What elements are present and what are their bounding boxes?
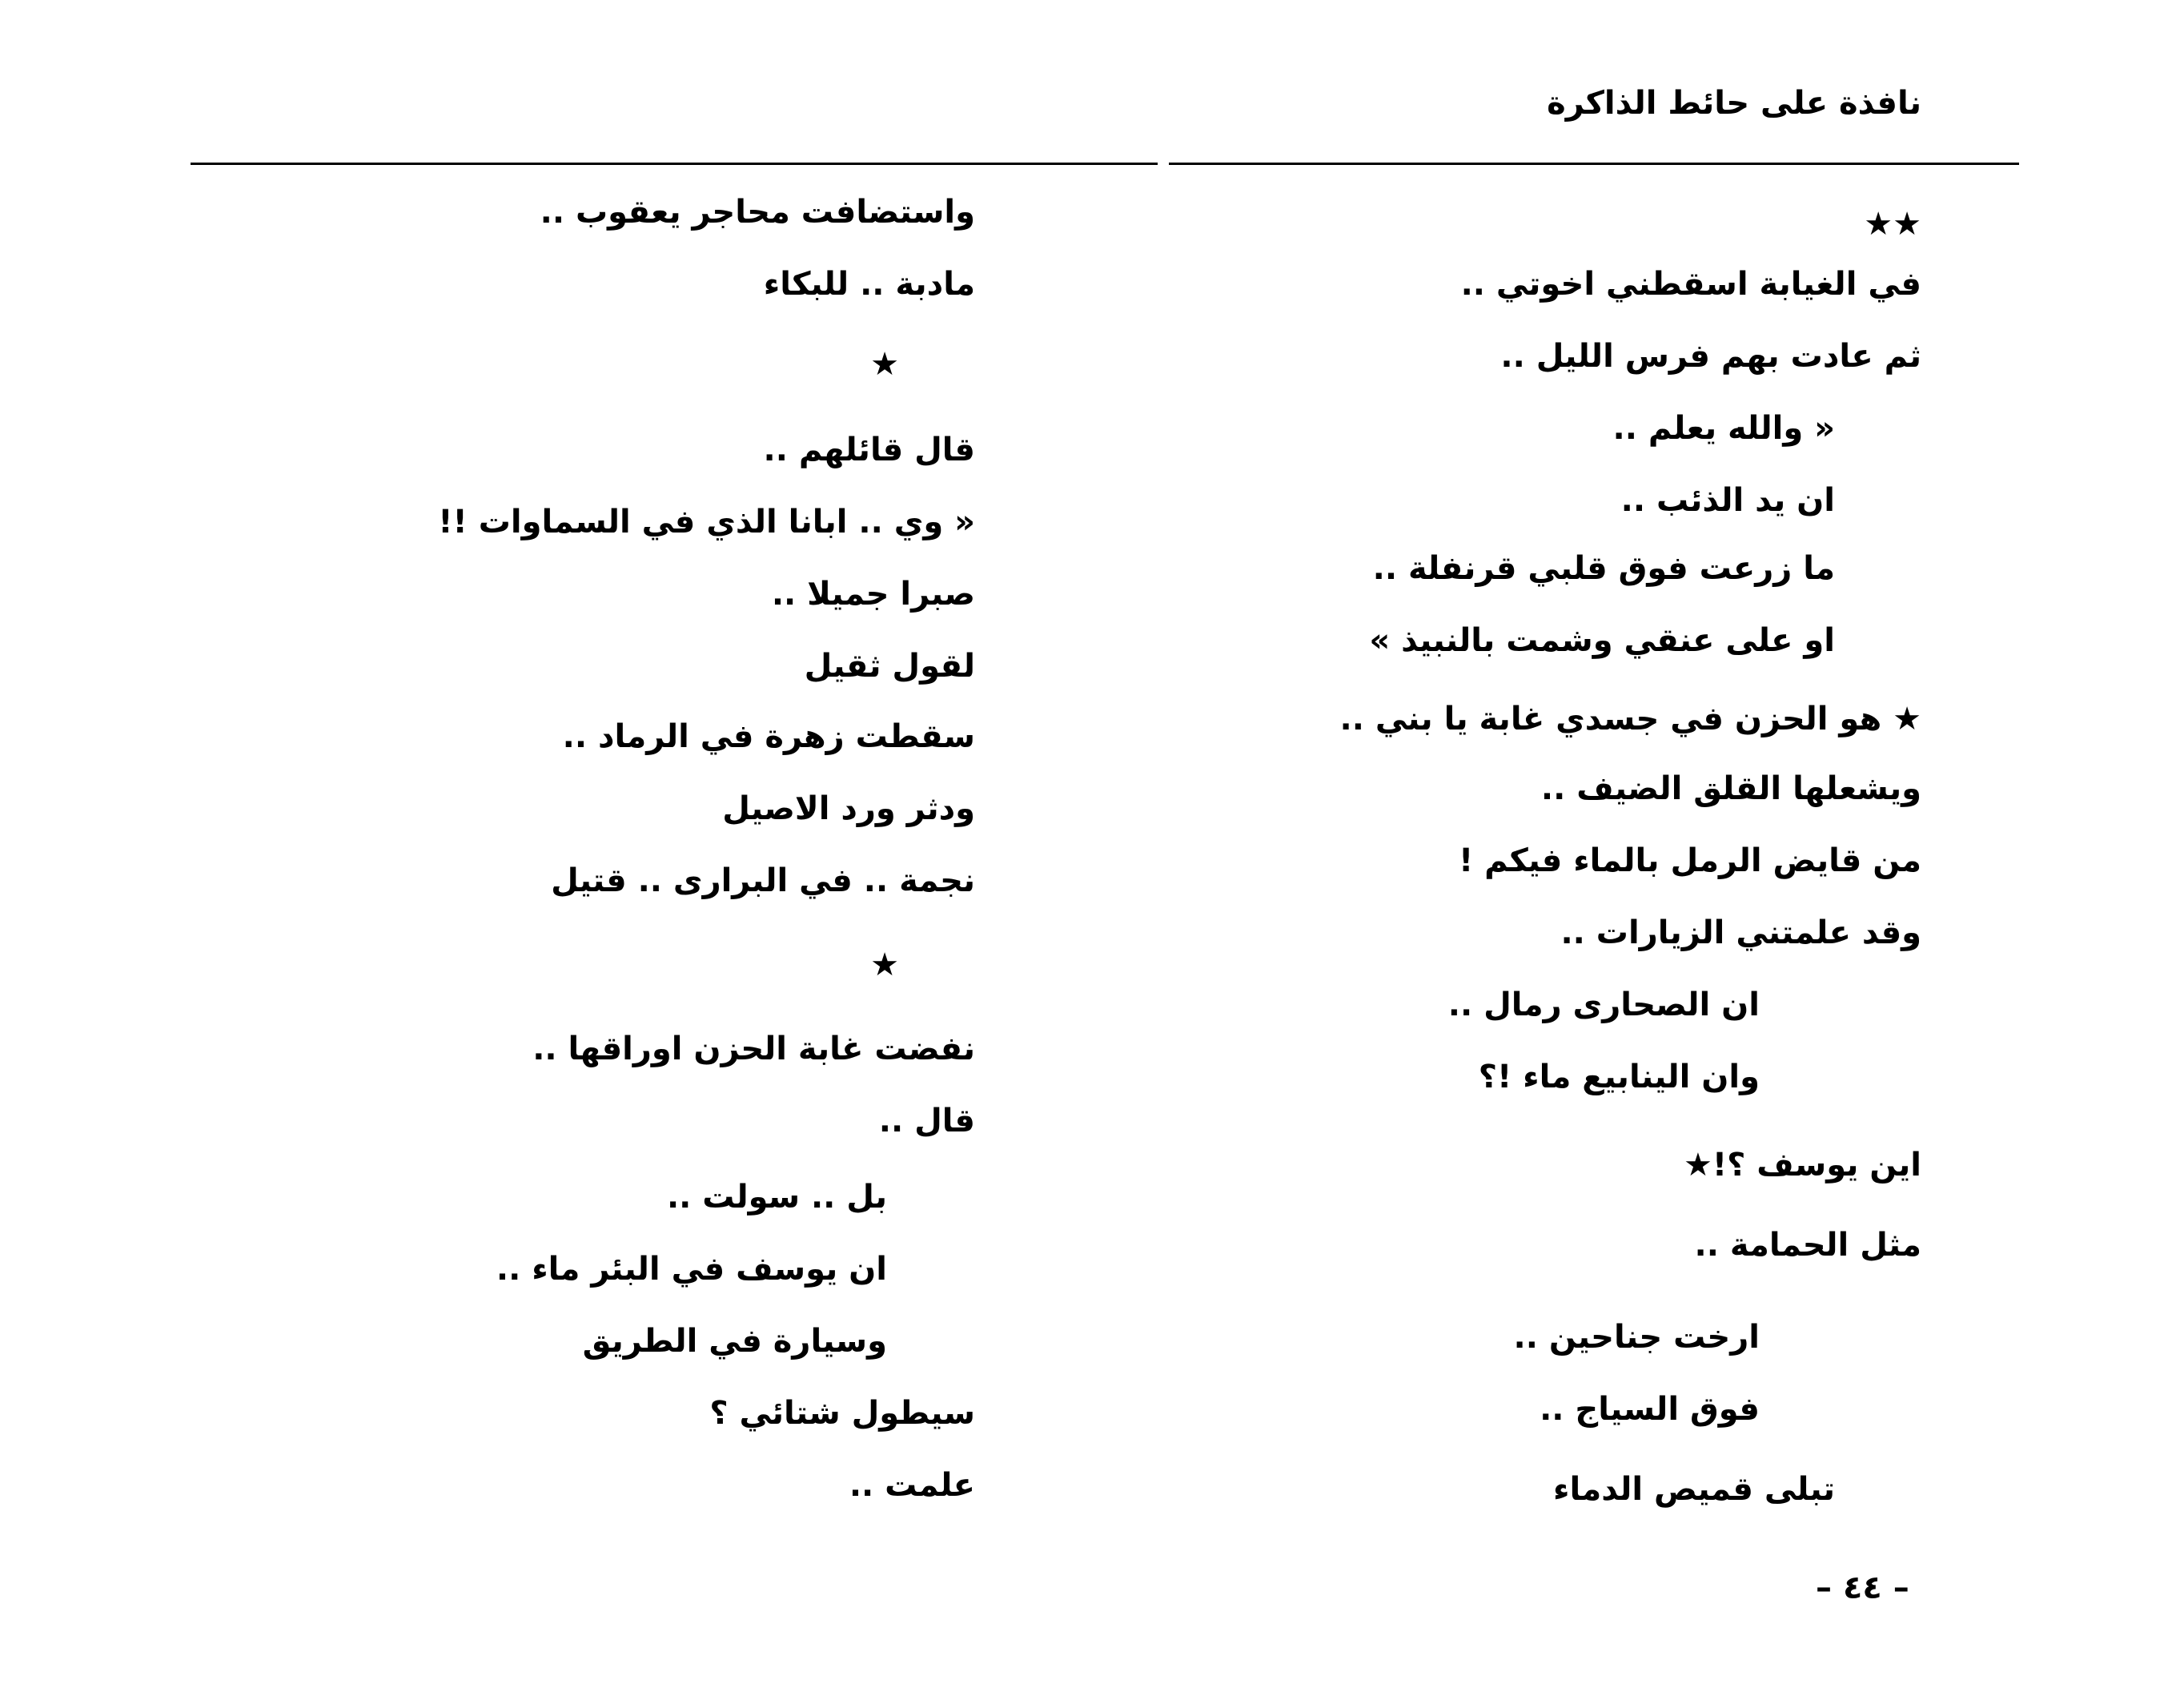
poem-line: سقطت زهرة في الرماد .. [562,718,975,755]
poem-line: ثم عادت بهم فرس الليل .. [1500,338,1921,375]
poem-line: مثل الحمامة .. [1694,1227,1921,1264]
poem-line: ★ هو الحزن في جسدي غابة يا بني .. [1339,701,1921,737]
poem-line: « وي .. ابانا الذي في السماوات !! [438,504,975,541]
poem-line: سيطول شتائي ؟ [709,1395,975,1432]
poem-line: ارخت جناحين .. [1513,1319,1760,1356]
poem-line: وسيارة في الطريق [582,1323,887,1360]
poem-line: مادبة .. للبكاء [763,266,975,303]
poem-line: وقد علمتني الزيارات .. [1560,914,1921,951]
page-number: – ٤٤ – [1816,1569,1909,1606]
poem-line: ان يوسف في البئر ماء .. [496,1251,887,1288]
poem-line: « والله يعلم .. [1612,410,1835,447]
poem-line: ان يد الذئب .. [1620,482,1835,519]
poem-line: نجمة .. في البرارى .. قتيل [551,862,975,899]
poem-line: ما زرعت فوق قلبي قرنفلة .. [1372,550,1835,587]
poem-line: تبلى قميص الدماء [1553,1471,1835,1508]
poem-line: وان الينابيع ماء !؟ [1478,1059,1760,1095]
running-header: نافذة على حائط الذاكرة [1547,85,1921,122]
poem-line: صبرا جميلا .. [771,576,975,613]
poem-line: فوق السياج .. [1540,1391,1760,1428]
poem-line: بل .. سولت .. [666,1179,887,1216]
poem-line: قال قائلهم .. [763,432,975,468]
poem-line: ودثر ورد الاصيل [722,790,975,827]
poem-line: من قايض الرمل بالماء فيكم ! [1458,842,1921,879]
header-rule-left [191,163,1158,165]
poem-line: علمت .. [849,1467,975,1504]
poem-line: اين يوسف ؟!★ [1684,1147,1921,1184]
poem-line: لقول ثقيل [804,648,975,685]
poem-line: او على عنقي وشمت بالنبيذ » [1369,622,1835,659]
header-rule-right [1169,163,2019,165]
poem-line: واستضافت محاجر يعقوب .. [540,194,975,231]
poem-line: ★ [870,946,899,983]
poem-line: في الغيابة اسقطني اخوتي .. [1460,266,1921,303]
poem-line: ويشعلها القلق الضيف .. [1540,770,1921,807]
poem-line: ان الصحارى رمال .. [1447,987,1760,1023]
poem-line: نفضت غابة الحزن اوراقها .. [532,1031,975,1067]
poem-line: قال .. [878,1103,975,1139]
poem-line: ★ [870,346,899,383]
poem-line: ★★ [1864,206,1921,243]
